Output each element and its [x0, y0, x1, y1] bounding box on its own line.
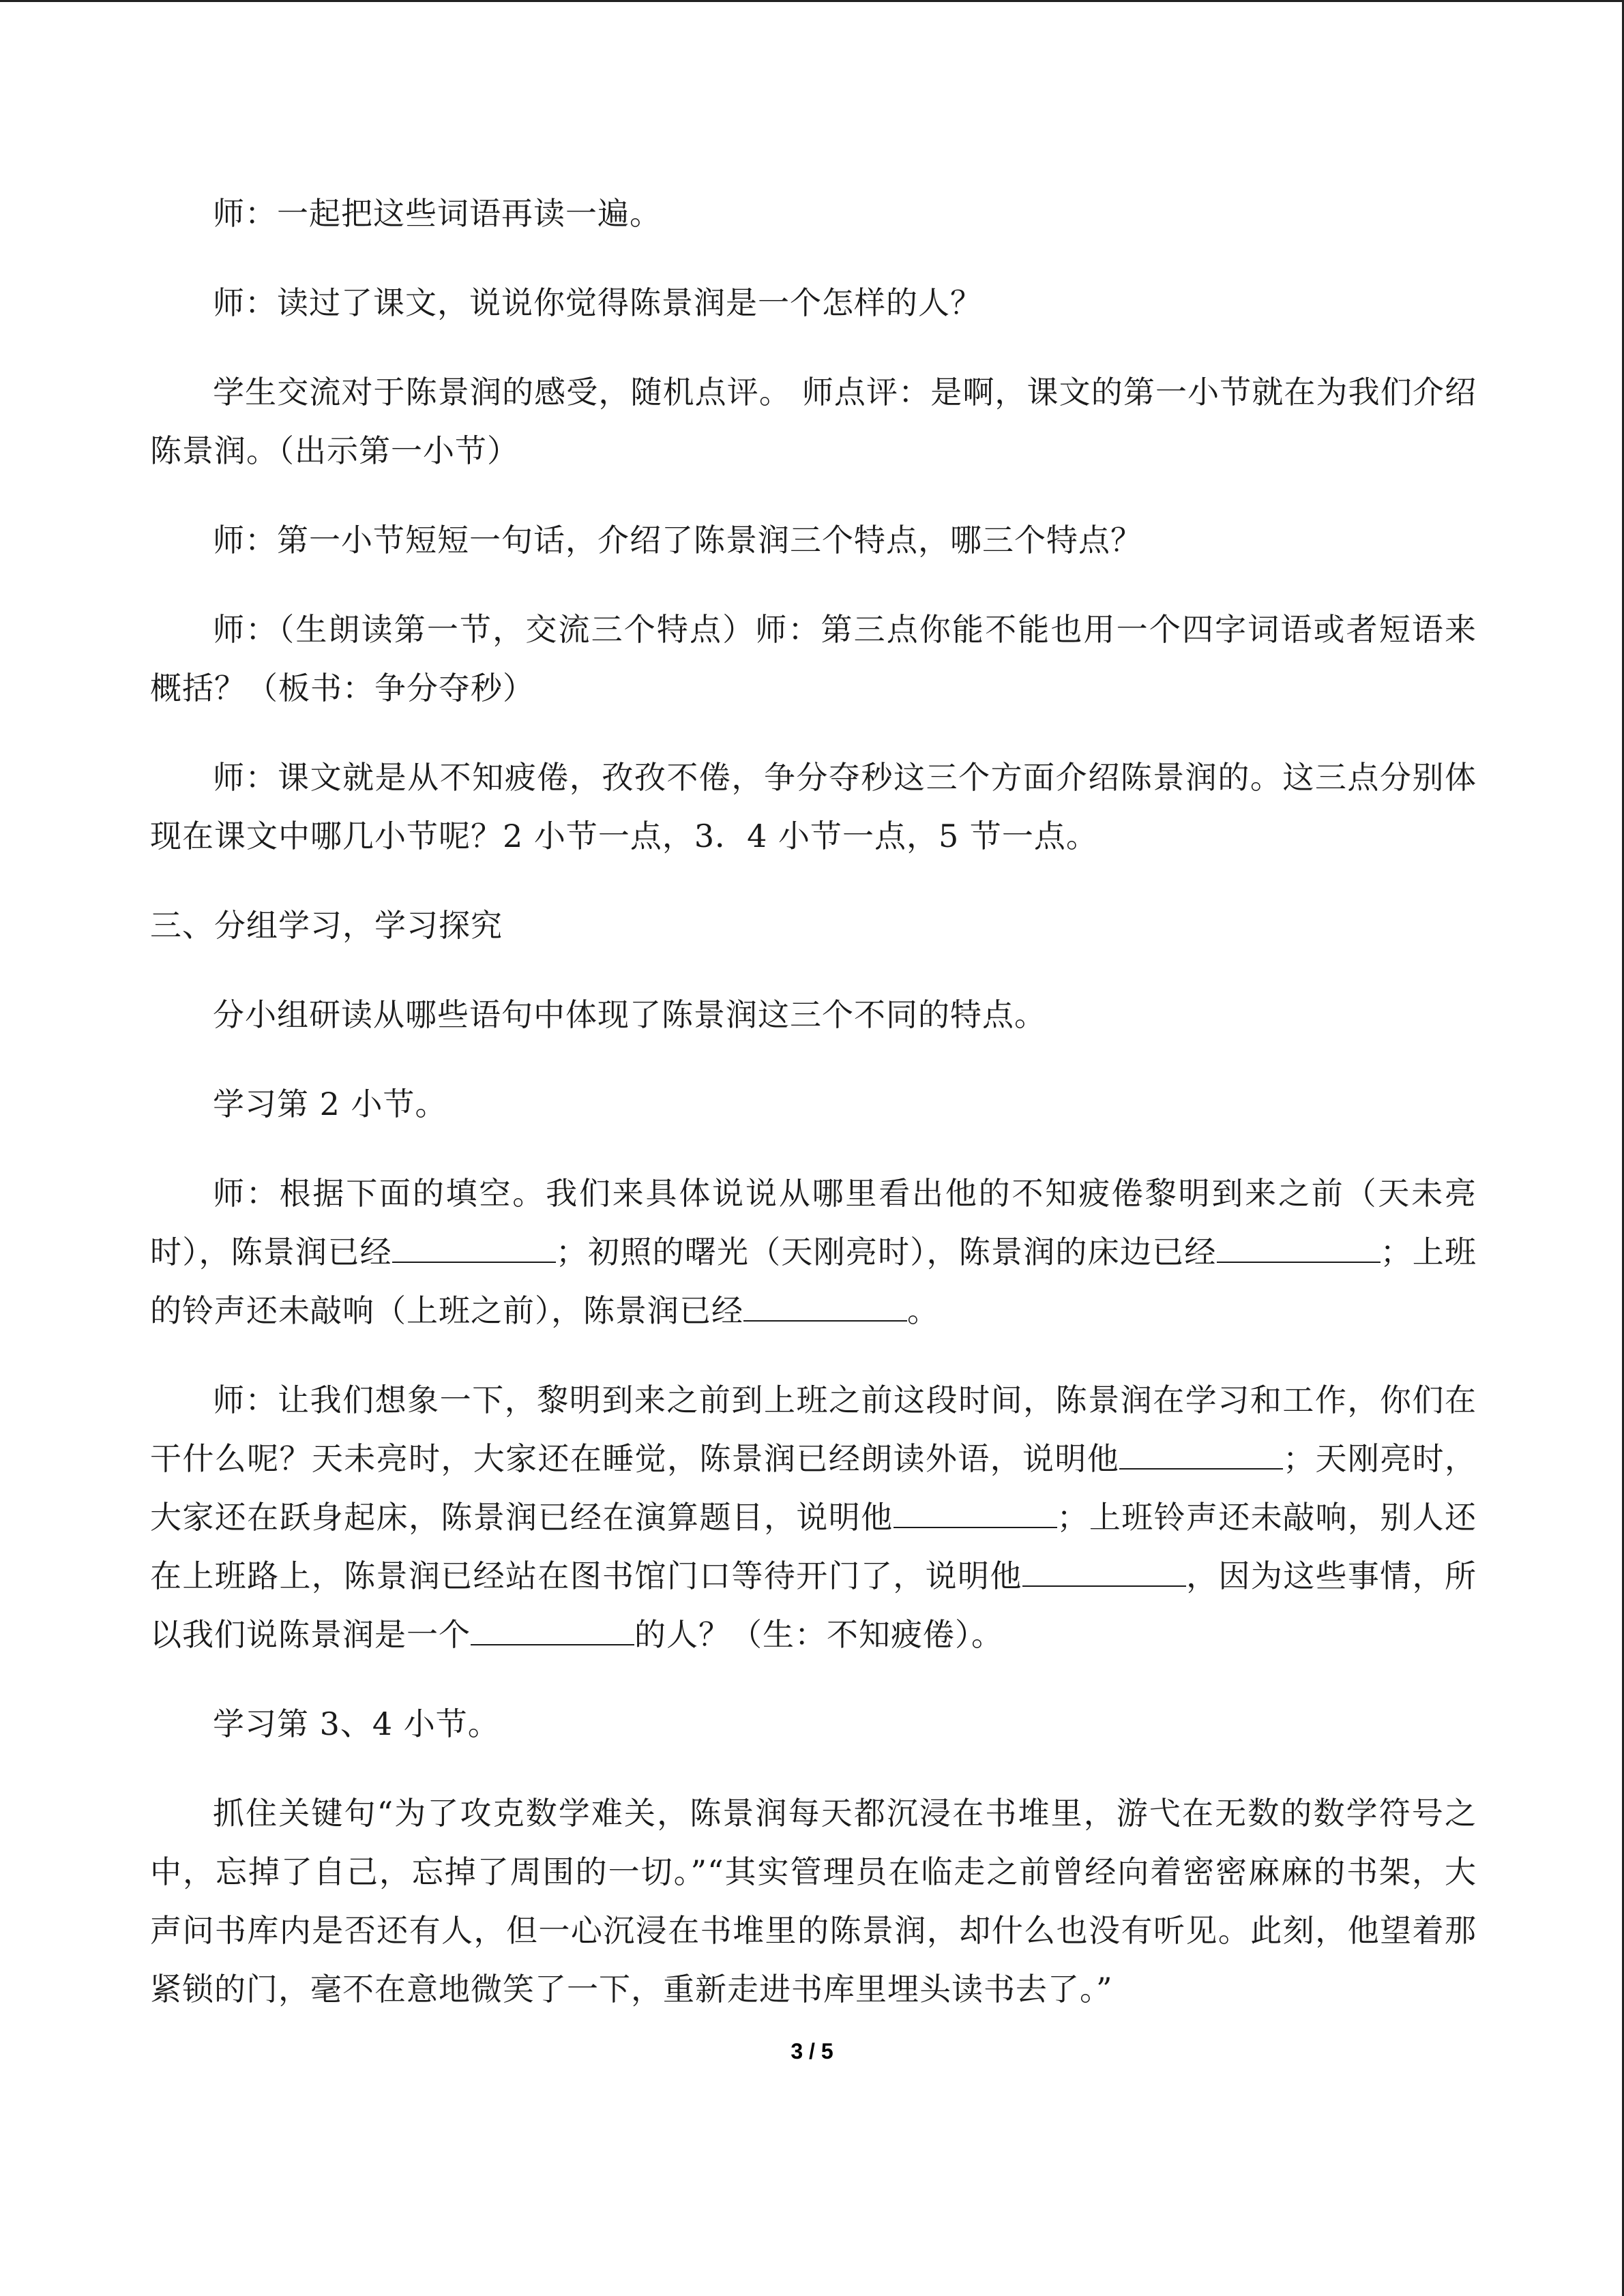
fill-blank: [894, 1495, 1057, 1528]
paragraph: 师：课文就是从不知疲倦，孜孜不倦，争分夺秒这三个方面介绍陈景润的。这三点分别体现在课文中哪几小节呢？2 小节一点，3．4 小节一点，5 节一点。: [150, 759, 1477, 854]
fill-in-paragraph: [150, 1371, 1477, 1664]
subsection-label: 学习第 3、4 小节。: [213, 1705, 500, 1742]
page-border-top: [0, 0, 1624, 2]
document-body: [150, 184, 1477, 2049]
fill-blank: [1119, 1437, 1283, 1470]
paragraph: 学生交流对于陈景润的感受，随机点评。 师点评：是啊，课文的第一小节就在为我们介绍陈景润。（出示第一小节）: [150, 374, 1477, 469]
subsection-label: 学习第 2 小节。: [213, 1086, 447, 1122]
fill-in-paragraph: [150, 1164, 1477, 1340]
section-heading: 三、分组学习，学习探究: [150, 907, 503, 944]
paragraph: 分小组研读从哪些语句中体现了陈景润这三个不同的特点。: [213, 996, 1046, 1033]
paragraph: 师：一起把这些词语再读一遍。: [213, 195, 662, 232]
paragraph: 抓住关键句“为了攻克数学难关，陈景润每天都沉浸在书堆里，游弋在无数的数学符号之中，忘掉了自己，忘掉了周围的一切。”“其实管理员在临走之前曾经向着密密麻麻的书架，大声问书库内是否还有人，但一心沉浸在书堆里的陈景润，却什么也没有听见。此刻，他望着那紧锁的门，毫不在意地微笑了一下，重新走进书库里埋头读书去了。”: [150, 1795, 1477, 2008]
paragraph-text: ；初照的曙光（天刚亮时），陈景润的床边已经: [555, 1234, 1217, 1270]
paragraph-text: ；上班铃声还未敲响，别人还在上班路上，陈景润已经站在图书馆门口等待开门了，说明他: [150, 1499, 1477, 1594]
paragraph-text: ；上班的铃声还未敲响（上班之前），陈景润已经: [150, 1234, 1477, 1329]
paragraph-text: 。: [907, 1292, 939, 1329]
fill-blank: [743, 1289, 907, 1322]
fill-blank: [1022, 1554, 1186, 1587]
page-number: 3 / 5: [791, 2039, 833, 2063]
paragraph-text: ，因为这些事情，所以我们说陈景润是一个: [150, 1557, 1477, 1653]
fill-blank: [1217, 1230, 1381, 1263]
fill-blank: [392, 1230, 556, 1263]
paragraph-text: ；天刚亮时，大家还在跃身起床，陈景润已经在演算题目，说明他: [150, 1440, 1477, 1536]
paragraph: 师：第一小节短短一句话，介绍了陈景润三个特点，哪三个特点？: [213, 522, 1142, 558]
paragraph-text: 师：让我们想象一下，黎明到来之前到上班之前这段时间，陈景润在学习和工作，你们在干什么呢？天未亮时，大家还在睡觉，陈景润已经朗读外语，说明他: [150, 1382, 1477, 1477]
paragraph: 师：（生朗读第一节，交流三个特点）师：第三点你能不能也用一个四字词语或者短语来概括？（板书：争分夺秒）: [150, 611, 1477, 706]
paragraph-text: 师：根据下面的填空。我们来具体说说从哪里看出他的不知疲倦黎明到来之前（天未亮时），陈景润已经: [150, 1175, 1477, 1270]
fill-blank: [471, 1613, 634, 1645]
paragraph-text: 的人？（生：不知疲倦）。: [634, 1616, 1003, 1653]
paragraph: 师：读过了课文，说说你觉得陈景润是一个怎样的人？: [213, 284, 982, 321]
